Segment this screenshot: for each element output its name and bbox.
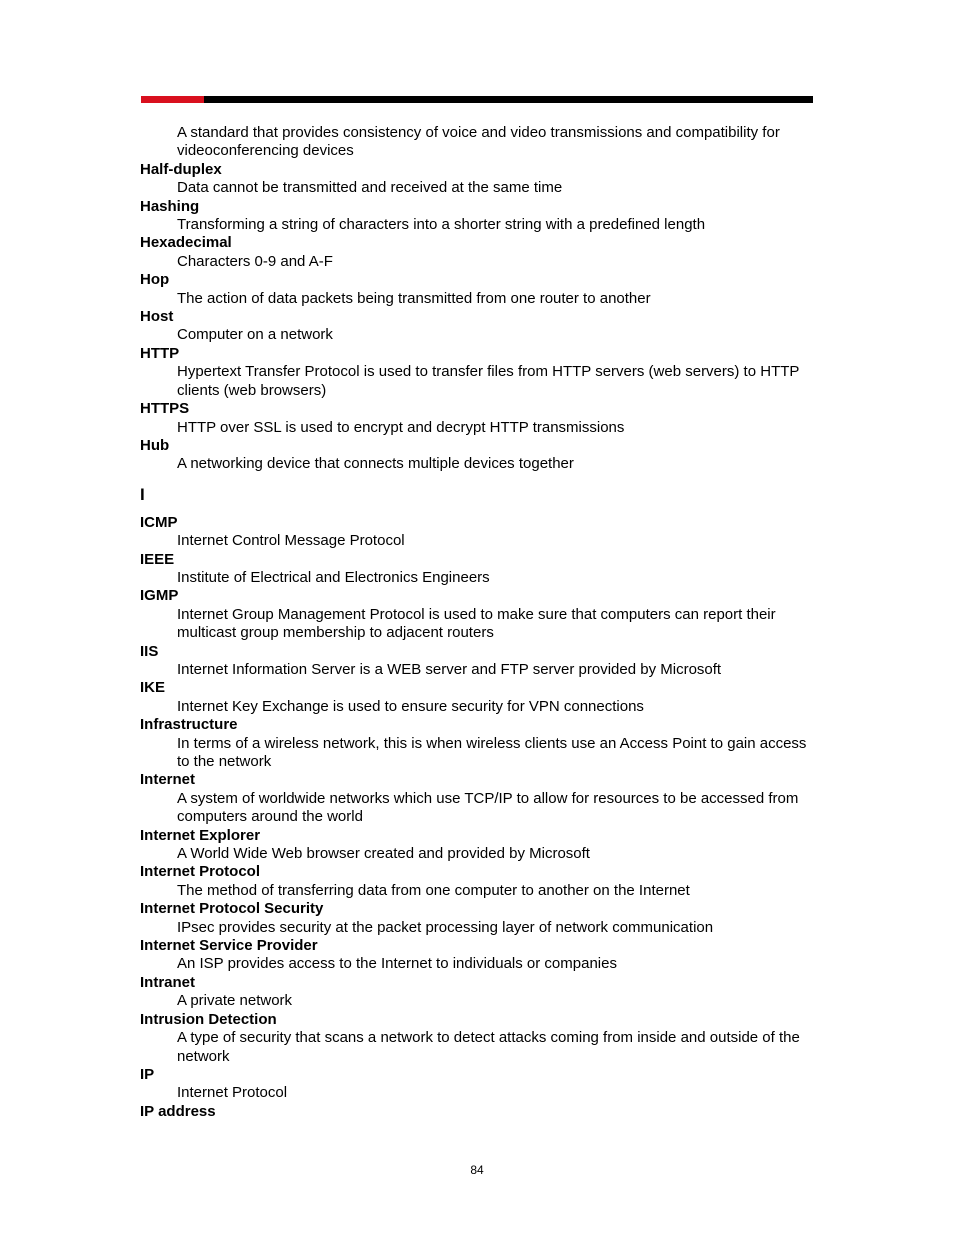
glossary-definition: An ISP provides access to the Internet to individuals or companies bbox=[177, 955, 617, 973]
glossary-term: HTTPS bbox=[140, 400, 190, 418]
glossary-section-h bbox=[140, 161, 814, 474]
glossary-definition: The method of transferring data from one computer to another on the Internet bbox=[177, 881, 690, 899]
page-number: 84 bbox=[470, 1163, 484, 1177]
glossary-term: Internet bbox=[140, 771, 196, 789]
glossary-definition: Internet Control Message Protocol bbox=[177, 532, 405, 550]
glossary-term: Host bbox=[140, 308, 174, 326]
glossary-definition: Characters 0-9 and A-F bbox=[177, 252, 333, 270]
glossary-definition: IPsec provides security at the packet processing layer of network communication bbox=[177, 918, 714, 936]
glossary-definition: Institute of Electrical and Electronics Engineers bbox=[177, 568, 490, 586]
glossary-definition: In terms of a wireless network, this is when wireless clients use an Access Point to gain access to the network bbox=[177, 734, 807, 770]
header-rule bbox=[141, 96, 813, 103]
header-rule-accent bbox=[141, 96, 204, 103]
lead-definition: A standard that provides consistency of voice and video transmissions and compatibility for videoconferencing devices bbox=[177, 124, 780, 160]
glossary-definition: Internet Information Server is a WEB server and FTP server provided by Microsoft bbox=[177, 660, 722, 678]
header-rule-bar bbox=[204, 96, 813, 103]
glossary-definition: Internet Group Management Protocol is used to make sure that computers can report their multicast group membership to adjacent routers bbox=[177, 605, 776, 642]
glossary-term: Hop bbox=[140, 271, 170, 289]
glossary-section-i bbox=[140, 514, 814, 1121]
glossary-term: Internet Explorer bbox=[140, 826, 261, 844]
glossary-definition: HTTP over SSL is used to encrypt and decrypt HTTP transmissions bbox=[177, 418, 625, 436]
glossary-definition: Data cannot be transmitted and received at the same time bbox=[177, 179, 563, 197]
glossary-definition: A system of worldwide networks which use TCP/IP to allow for resources to be accessed from computers around the world bbox=[177, 789, 799, 826]
glossary-term: Internet Service Provider bbox=[140, 937, 318, 955]
glossary-definition: Internet Key Exchange is used to ensure security for VPN connections bbox=[177, 697, 644, 715]
section-letter-heading: I bbox=[140, 484, 145, 504]
glossary-term: Intranet bbox=[140, 973, 196, 991]
glossary-term: Internet Protocol bbox=[140, 863, 261, 881]
glossary-term: Half-duplex bbox=[140, 160, 222, 178]
glossary-definition: Transforming a string of characters into a shorter string with a predefined length bbox=[177, 216, 706, 234]
glossary-term: IIS bbox=[140, 642, 159, 660]
glossary-term: Internet Protocol Security bbox=[140, 900, 324, 918]
glossary-term: Hub bbox=[140, 436, 170, 454]
glossary-definition: A private network bbox=[177, 992, 293, 1010]
glossary-term: HTTP bbox=[140, 344, 180, 362]
glossary-definition: A networking device that connects multiple devices together bbox=[177, 455, 574, 473]
glossary-term: Hexadecimal bbox=[140, 234, 232, 252]
glossary-term: Intrusion Detection bbox=[140, 1010, 277, 1028]
glossary-term: IEEE bbox=[140, 550, 175, 568]
glossary-definition: Hypertext Transfer Protocol is used to transfer files from HTTP servers (web servers) to HTTP clients (web browsers) bbox=[177, 363, 800, 399]
glossary-term: IGMP bbox=[140, 587, 179, 605]
glossary-content bbox=[140, 124, 814, 1121]
glossary-definition: Computer on a network bbox=[177, 326, 333, 344]
glossary-definition: A type of security that scans a network to detect attacks coming from inside and outside of the network bbox=[177, 1029, 800, 1065]
glossary-term: IP bbox=[140, 1065, 155, 1083]
glossary-term: IKE bbox=[140, 679, 166, 697]
glossary-definition: A World Wide Web browser created and provided by Microsoft bbox=[177, 845, 590, 863]
glossary-term: Infrastructure bbox=[140, 716, 238, 734]
glossary-term: IP address bbox=[140, 1102, 216, 1120]
glossary-definition: Internet Protocol bbox=[177, 1084, 288, 1102]
glossary-term: ICMP bbox=[140, 513, 178, 531]
glossary-definition: The action of data packets being transmitted from one router to another bbox=[177, 289, 651, 307]
glossary-term: Hashing bbox=[140, 197, 200, 215]
